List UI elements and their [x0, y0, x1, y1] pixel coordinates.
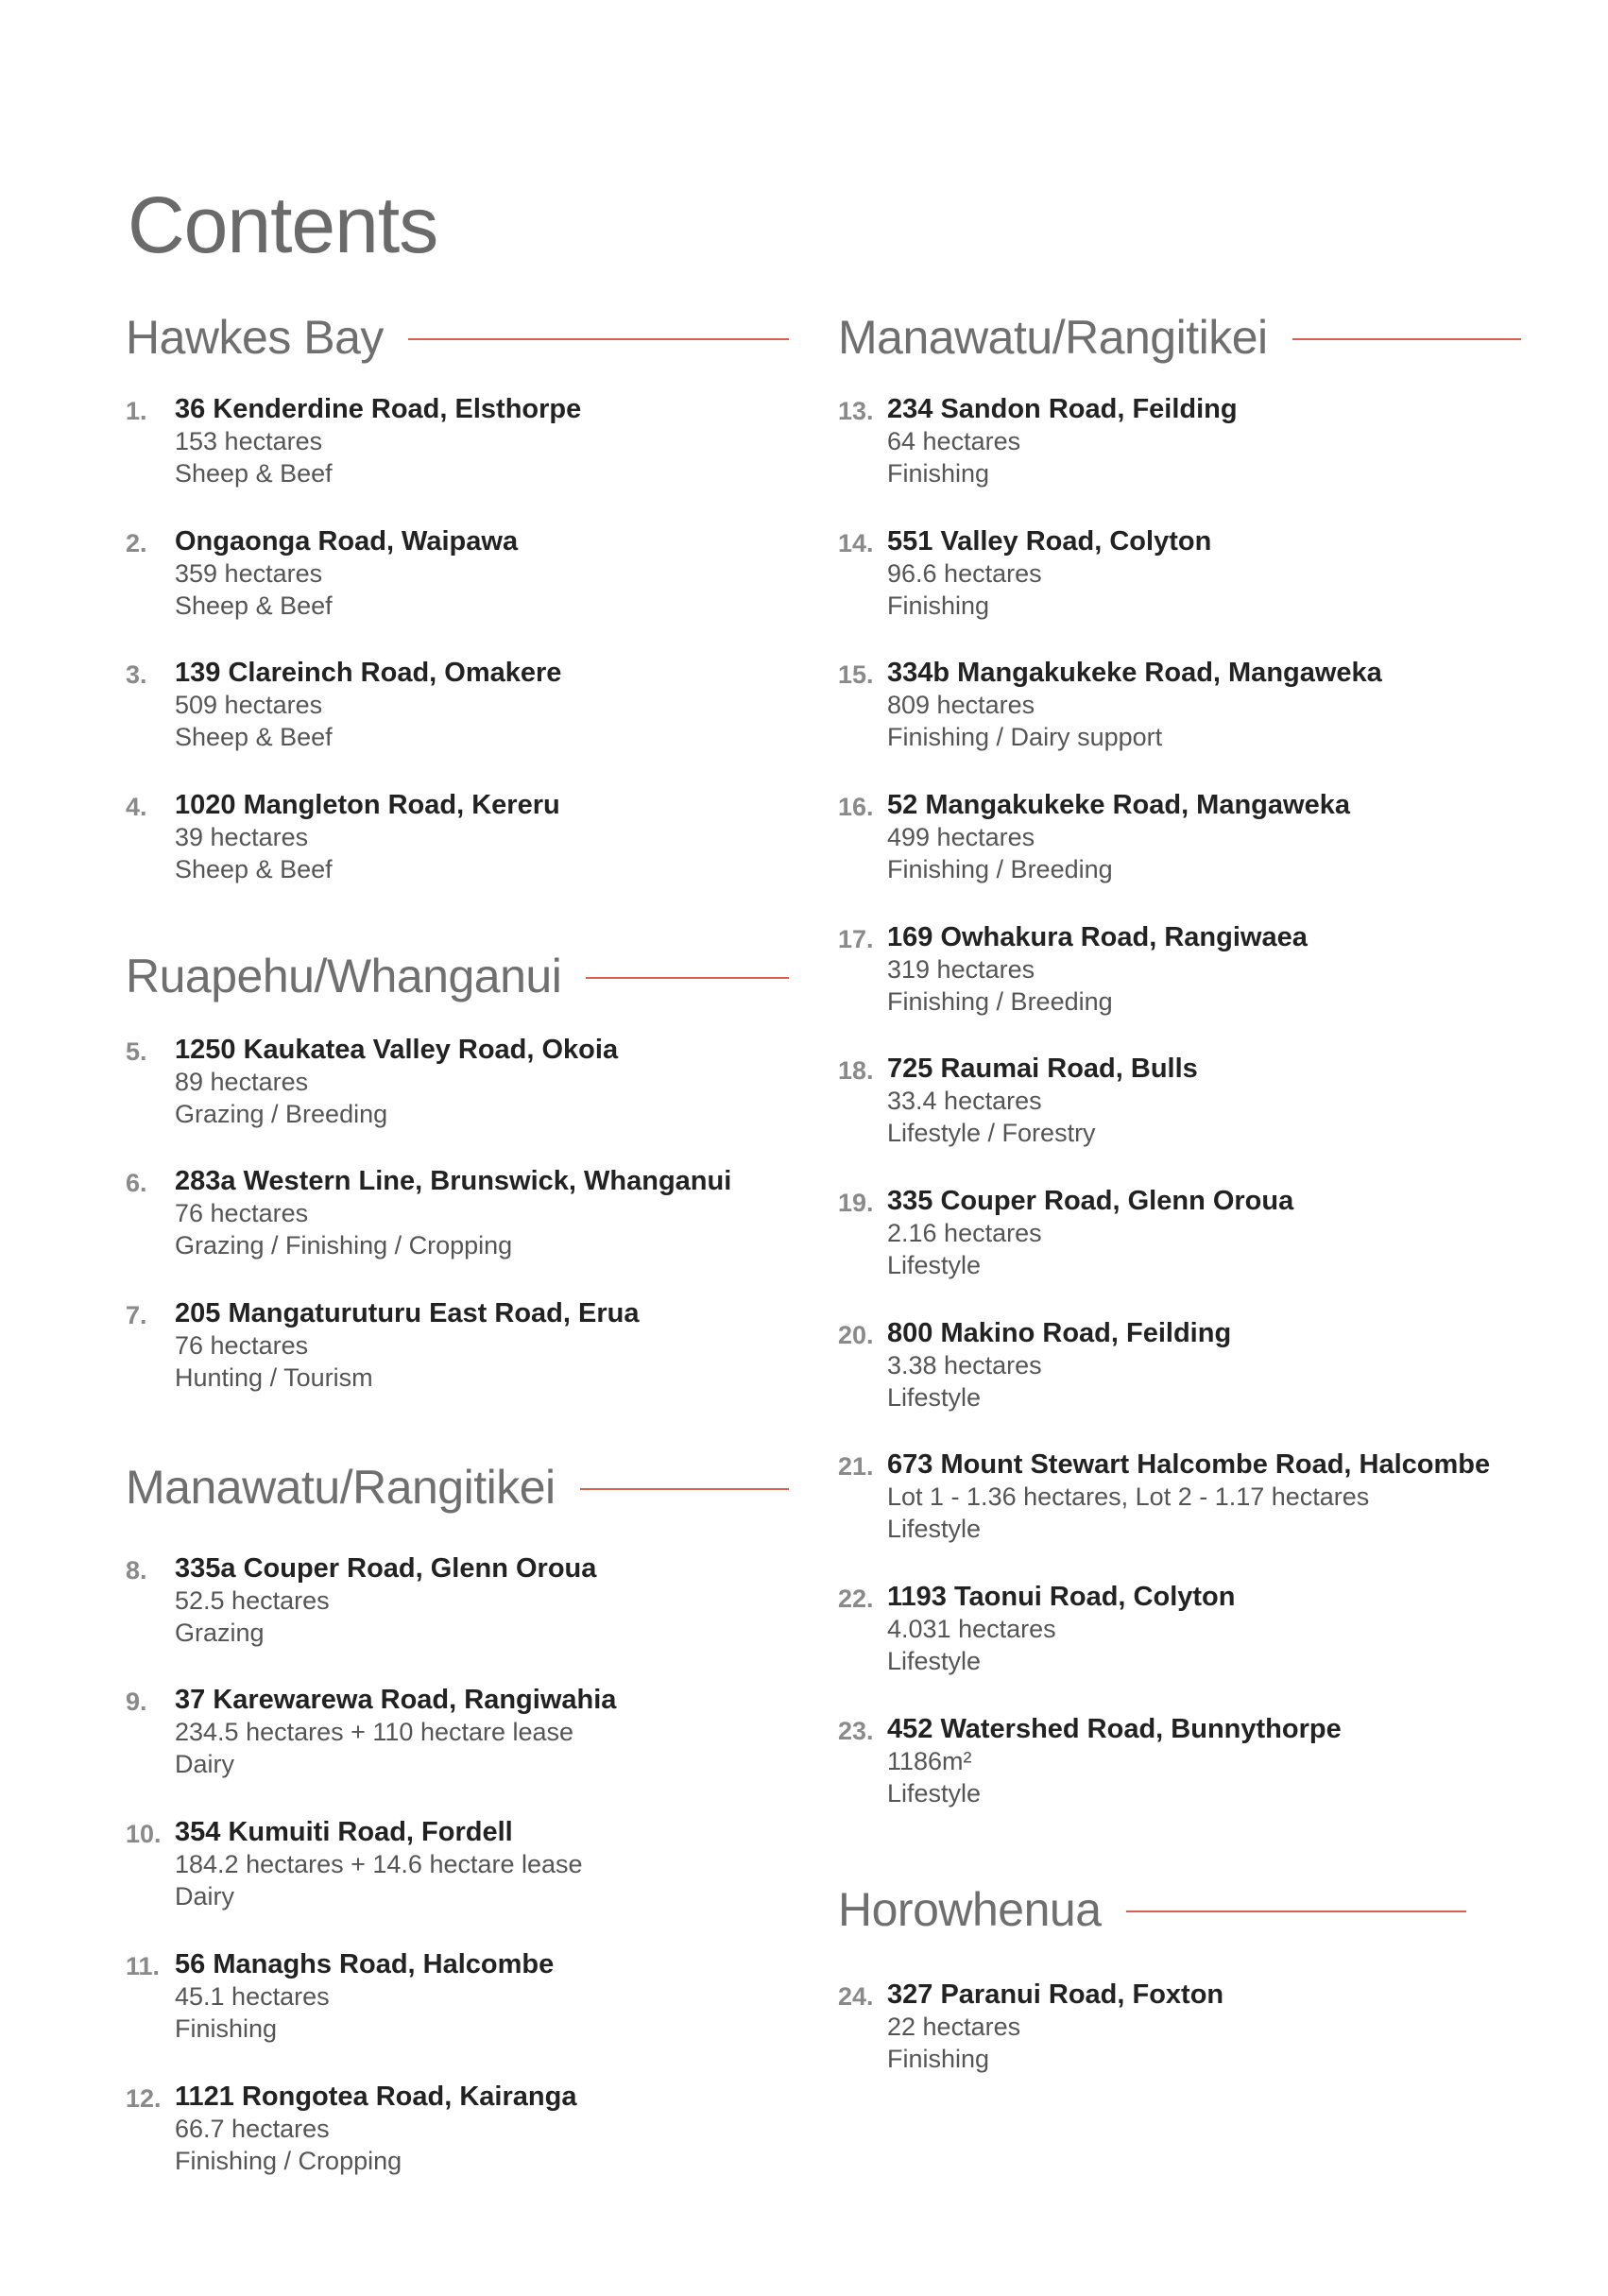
property-use: Lifestyle: [887, 1647, 982, 1675]
entry-number: 10.: [126, 1820, 162, 1848]
property-use: Finishing / Breeding: [887, 987, 1113, 1016]
property-use: Finishing: [887, 459, 990, 488]
property-size: 96.6 hectares: [887, 559, 1042, 588]
property-address: 139 Clareinch Road, Omakere: [175, 658, 562, 688]
property-use: Lifestyle: [887, 1779, 982, 1808]
property-address: 334b Mangakukeke Road, Mangaweka: [887, 658, 1382, 688]
entry-number: 4.: [126, 793, 147, 821]
property-size: 52.5 hectares: [175, 1586, 330, 1615]
property-size: 66.7 hectares: [175, 2115, 330, 2143]
entry-body: [887, 789, 1350, 885]
property-address: 335 Couper Road, Glenn Oroua: [887, 1186, 1294, 1216]
property-address: 800 Makino Road, Feilding: [887, 1318, 1232, 1348]
property-address: 234 Sandon Road, Feilding: [887, 394, 1238, 424]
section-title: Horowhenua: [838, 1883, 1102, 1936]
property-address: 1193 Taonui Road, Colyton: [887, 1582, 1236, 1612]
property-size: 319 hectares: [887, 955, 1035, 984]
property-address: 169 Owhakura Road, Rangiwaea: [887, 922, 1308, 952]
entry-number: 1.: [126, 397, 147, 425]
entry-number: 24.: [838, 1982, 874, 2011]
entry-body: [175, 657, 561, 753]
entry-number: 15.: [838, 660, 874, 689]
entry-body: [175, 789, 560, 885]
property-address: 673 Mount Stewart Halcombe Road, Halcombe: [887, 1449, 1491, 1480]
property-use: Grazing / Breeding: [175, 1100, 388, 1128]
entry-number: 12.: [126, 2084, 162, 2113]
entry-body: [887, 1317, 1231, 1414]
entry-body: [887, 1581, 1235, 1677]
entry-body: [887, 921, 1308, 1018]
property-size: 45.1 hectares: [175, 1982, 330, 2011]
entry-body: [887, 393, 1238, 489]
property-address: 725 Raumai Road, Bulls: [887, 1054, 1198, 1084]
entry-body: [887, 1979, 1223, 2075]
property-use: Grazing / Finishing / Cropping: [175, 1231, 513, 1259]
entry-body: [175, 1684, 616, 1780]
property-size: 76 hectares: [175, 1331, 309, 1360]
property-use: Sheep & Beef: [175, 723, 333, 751]
entry-number: 14.: [838, 529, 874, 557]
entry-body: [175, 1034, 618, 1130]
property-address: 452 Watershed Road, Bunnythorpe: [887, 1714, 1342, 1744]
property-address: 36 Kenderdine Road, Elsthorpe: [175, 394, 582, 424]
entry-body: [887, 1185, 1293, 1281]
property-address: Ongaonga Road, Waipawa: [175, 526, 519, 557]
property-use: Sheep & Beef: [175, 459, 333, 488]
property-size: 359 hectares: [175, 559, 323, 588]
property-use: Dairy: [175, 1882, 235, 1910]
property-size: 184.2 hectares + 14.6 hectare lease: [175, 1850, 583, 1878]
entry-body: [887, 1713, 1342, 1809]
property-address: 1020 Mangleton Road, Kereru: [175, 790, 560, 820]
entry-number: 20.: [838, 1321, 874, 1349]
section-title: Ruapehu/Whanganui: [126, 950, 562, 1002]
page-title: Contents: [128, 180, 438, 269]
entry-number: 17.: [838, 925, 874, 953]
property-use: Grazing: [175, 1619, 265, 1647]
property-address: 283a Western Line, Brunswick, Whanganui: [175, 1166, 732, 1196]
property-size: 1186m²: [887, 1747, 972, 1775]
property-size: 33.4 hectares: [887, 1087, 1042, 1115]
property-use: Sheep & Beef: [175, 591, 333, 620]
entry-number: 16.: [838, 793, 874, 821]
property-use: Lifestyle: [887, 1515, 982, 1543]
entry-body: [175, 1552, 596, 1649]
property-size: 499 hectares: [887, 823, 1035, 851]
section-title: Manawatu/Rangitikei: [838, 311, 1268, 364]
entry-body: [175, 525, 518, 622]
property-use: Finishing / Dairy support: [887, 723, 1163, 751]
property-use: Lifestyle: [887, 1251, 982, 1279]
entry-number: 6.: [126, 1169, 147, 1197]
property-address: 52 Mangakukeke Road, Mangaweka: [887, 790, 1350, 820]
property-size: 809 hectares: [887, 691, 1035, 719]
entry-body: [175, 1165, 731, 1261]
entry-body: [175, 1297, 640, 1394]
property-size: 234.5 hectares + 110 hectare lease: [175, 1718, 574, 1746]
property-use: Hunting / Tourism: [175, 1363, 373, 1392]
entry-number: 7.: [126, 1301, 147, 1329]
property-address: 551 Valley Road, Colyton: [887, 526, 1212, 557]
entry-body: [175, 1948, 554, 2045]
property-size: 64 hectares: [887, 427, 1021, 455]
section-rule: [408, 338, 789, 340]
property-size: 509 hectares: [175, 691, 323, 719]
entry-number: 23.: [838, 1717, 874, 1745]
section-title: Manawatu/Rangitikei: [126, 1461, 556, 1514]
section-title: Hawkes Bay: [126, 311, 384, 364]
property-use: Dairy: [175, 1750, 235, 1778]
property-use: Finishing: [887, 2045, 990, 2073]
property-address: 335a Couper Road, Glenn Oroua: [175, 1553, 597, 1584]
entry-number: 22.: [838, 1585, 874, 1613]
property-address: 1250 Kaukatea Valley Road, Okoia: [175, 1035, 619, 1065]
entry-body: [887, 525, 1211, 622]
entry-number: 5.: [126, 1037, 147, 1066]
entry-number: 2.: [126, 529, 147, 557]
property-use: Finishing / Cropping: [175, 2147, 402, 2175]
property-use: Lifestyle: [887, 1383, 982, 1412]
entry-number: 11.: [126, 1952, 161, 1980]
section-rule: [580, 1488, 789, 1490]
property-address: 327 Paranui Road, Foxton: [887, 1979, 1224, 2010]
property-address: 205 Mangaturuturu East Road, Erua: [175, 1298, 640, 1328]
property-address: 354 Kumuiti Road, Fordell: [175, 1817, 513, 1847]
entry-number: 13.: [838, 397, 874, 425]
property-size: 2.16 hectares: [887, 1219, 1042, 1247]
property-size: 153 hectares: [175, 427, 323, 455]
property-size: 4.031 hectares: [887, 1615, 1056, 1643]
entry-body: [175, 2081, 576, 2177]
property-size: 89 hectares: [175, 1068, 309, 1096]
property-size: 22 hectares: [887, 2013, 1021, 2041]
entry-number: 9.: [126, 1688, 147, 1716]
section-rule: [1126, 1910, 1466, 1912]
entry-number: 8.: [126, 1556, 147, 1585]
entry-number: 21.: [838, 1452, 874, 1481]
entry-body: [887, 1053, 1198, 1149]
property-address: 37 Karewarewa Road, Rangiwahia: [175, 1685, 617, 1715]
property-size: 76 hectares: [175, 1199, 309, 1227]
property-size: 3.38 hectares: [887, 1351, 1042, 1379]
property-use: Lifestyle / Forestry: [887, 1119, 1096, 1147]
entry-number: 18.: [838, 1056, 874, 1085]
section-rule: [586, 977, 789, 979]
property-size: Lot 1 - 1.36 hectares, Lot 2 - 1.17 hectares: [887, 1482, 1370, 1511]
property-address: 1121 Rongotea Road, Kairanga: [175, 2082, 577, 2112]
entry-body: [887, 657, 1382, 753]
entry-body: [175, 393, 581, 489]
property-use: Sheep & Beef: [175, 855, 333, 883]
property-size: 39 hectares: [175, 823, 309, 851]
entry-number: 19.: [838, 1189, 874, 1217]
entry-number: 3.: [126, 660, 147, 689]
property-address: 56 Managhs Road, Halcombe: [175, 1949, 555, 1979]
property-use: Finishing: [175, 2014, 278, 2043]
property-use: Finishing: [887, 591, 990, 620]
entry-body: [175, 1816, 583, 1912]
section-rule: [1292, 338, 1521, 340]
entry-body: [887, 1448, 1490, 1545]
property-use: Finishing / Breeding: [887, 855, 1113, 883]
